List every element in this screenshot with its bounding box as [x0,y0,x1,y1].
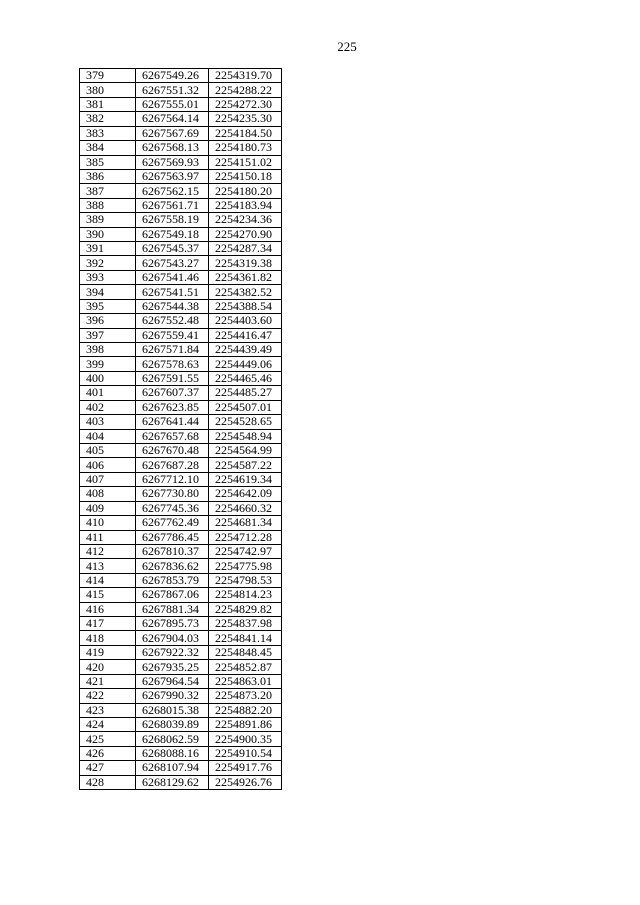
table-row [80,343,282,357]
x-coordinate-cell: 6267810.37 [136,544,209,558]
table-row [80,400,282,414]
point-number-cell: 419 [80,645,136,659]
table-row [80,285,282,299]
y-coordinate-cell: 2254926.76 [209,775,282,789]
point-number-cell: 414 [80,573,136,587]
table-row [80,83,282,97]
point-number-cell: 417 [80,617,136,631]
table-row [80,487,282,501]
table-row [80,530,282,544]
y-coordinate-cell: 2254891.86 [209,717,282,731]
table-row [80,746,282,760]
x-coordinate-cell: 6267670.48 [136,443,209,457]
x-coordinate-cell: 6267568.13 [136,141,209,155]
y-coordinate-cell: 2254837.98 [209,617,282,631]
y-coordinate-cell: 2254712.28 [209,530,282,544]
y-coordinate-cell: 2254900.35 [209,732,282,746]
y-coordinate-cell: 2254288.22 [209,83,282,97]
table-row [80,415,282,429]
x-coordinate-cell: 6267964.54 [136,674,209,688]
y-coordinate-cell: 2254439.49 [209,343,282,357]
x-coordinate-cell: 6267567.69 [136,126,209,140]
y-coordinate-cell: 2254882.20 [209,703,282,717]
page-number: 225 [337,39,357,54]
y-coordinate-cell: 2254287.34 [209,242,282,256]
table-row [80,429,282,443]
x-coordinate-cell: 6267545.37 [136,242,209,256]
x-coordinate-cell: 6267935.25 [136,660,209,674]
table-row [80,660,282,674]
table-row [80,703,282,717]
y-coordinate-cell: 2254151.02 [209,155,282,169]
point-number-cell: 386 [80,169,136,183]
x-coordinate-cell: 6267561.71 [136,198,209,212]
y-coordinate-cell: 2254681.34 [209,516,282,530]
point-number-cell: 383 [80,126,136,140]
table-row [80,458,282,472]
x-coordinate-cell: 6267786.45 [136,530,209,544]
x-coordinate-cell: 6267569.93 [136,155,209,169]
table-row [80,386,282,400]
point-number-cell: 421 [80,674,136,688]
point-number-cell: 426 [80,746,136,760]
y-coordinate-cell: 2254270.90 [209,227,282,241]
point-number-cell: 403 [80,415,136,429]
y-coordinate-cell: 2254619.34 [209,472,282,486]
point-number-cell: 393 [80,270,136,284]
table-row [80,544,282,558]
table-row [80,732,282,746]
point-number-cell: 392 [80,256,136,270]
point-number-cell: 380 [80,83,136,97]
point-number-cell: 382 [80,112,136,126]
y-coordinate-cell: 2254184.50 [209,126,282,140]
table-row [80,169,282,183]
point-number-cell: 395 [80,299,136,313]
point-number-cell: 411 [80,530,136,544]
table-row [80,141,282,155]
table-row [80,97,282,111]
x-coordinate-cell: 6268062.59 [136,732,209,746]
x-coordinate-cell: 6267657.68 [136,429,209,443]
coordinates-table-body [80,69,282,790]
x-coordinate-cell: 6268088.16 [136,746,209,760]
point-number-cell: 425 [80,732,136,746]
x-coordinate-cell: 6267564.14 [136,112,209,126]
x-coordinate-cell: 6267867.06 [136,588,209,602]
table-row [80,501,282,515]
x-coordinate-cell: 6267571.84 [136,343,209,357]
y-coordinate-cell: 2254848.45 [209,645,282,659]
point-number-cell: 379 [80,69,136,83]
point-number-cell: 423 [80,703,136,717]
table-row [80,588,282,602]
point-number-cell: 406 [80,458,136,472]
point-number-cell: 409 [80,501,136,515]
table-row [80,126,282,140]
table-row [80,443,282,457]
y-coordinate-cell: 2254465.46 [209,371,282,385]
y-coordinate-cell: 2254319.38 [209,256,282,270]
table-row [80,573,282,587]
x-coordinate-cell: 6267712.10 [136,472,209,486]
y-coordinate-cell: 2254798.53 [209,573,282,587]
table-row [80,314,282,328]
table-row [80,761,282,775]
table-row [80,617,282,631]
x-coordinate-cell: 6267836.62 [136,559,209,573]
point-number-cell: 413 [80,559,136,573]
point-number-cell: 396 [80,314,136,328]
x-coordinate-cell: 6267762.49 [136,516,209,530]
table-row [80,717,282,731]
y-coordinate-cell: 2254272.30 [209,97,282,111]
x-coordinate-cell: 6267549.26 [136,69,209,83]
table-row [80,472,282,486]
point-number-cell: 420 [80,660,136,674]
x-coordinate-cell: 6267904.03 [136,631,209,645]
x-coordinate-cell: 6267641.44 [136,415,209,429]
table-row [80,69,282,83]
point-number-cell: 427 [80,761,136,775]
x-coordinate-cell: 6267578.63 [136,357,209,371]
x-coordinate-cell: 6267544.38 [136,299,209,313]
y-coordinate-cell: 2254150.18 [209,169,282,183]
y-coordinate-cell: 2254180.73 [209,141,282,155]
point-number-cell: 400 [80,371,136,385]
x-coordinate-cell: 6267881.34 [136,602,209,616]
table-row [80,155,282,169]
y-coordinate-cell: 2254382.52 [209,285,282,299]
y-coordinate-cell: 2254235.30 [209,112,282,126]
table-row [80,256,282,270]
table-row [80,602,282,616]
y-coordinate-cell: 2254564.99 [209,443,282,457]
table-row [80,357,282,371]
table-row [80,184,282,198]
point-number-cell: 381 [80,97,136,111]
table-row [80,645,282,659]
y-coordinate-cell: 2254642.09 [209,487,282,501]
point-number-cell: 397 [80,328,136,342]
coordinates-table [79,68,282,790]
point-number-cell: 416 [80,602,136,616]
x-coordinate-cell: 6267555.01 [136,97,209,111]
point-number-cell: 388 [80,198,136,212]
x-coordinate-cell: 6268039.89 [136,717,209,731]
y-coordinate-cell: 2254910.54 [209,746,282,760]
point-number-cell: 390 [80,227,136,241]
table-row [80,775,282,789]
x-coordinate-cell: 6267558.19 [136,213,209,227]
table-row [80,516,282,530]
y-coordinate-cell: 2254660.32 [209,501,282,515]
point-number-cell: 391 [80,242,136,256]
y-coordinate-cell: 2254873.20 [209,689,282,703]
x-coordinate-cell: 6267563.97 [136,169,209,183]
point-number-cell: 387 [80,184,136,198]
y-coordinate-cell: 2254485.27 [209,386,282,400]
point-number-cell: 422 [80,689,136,703]
x-coordinate-cell: 6267562.15 [136,184,209,198]
point-number-cell: 389 [80,213,136,227]
x-coordinate-cell: 6267922.32 [136,645,209,659]
y-coordinate-cell: 2254852.87 [209,660,282,674]
table-row [80,631,282,645]
x-coordinate-cell: 6268107.94 [136,761,209,775]
table-row [80,112,282,126]
x-coordinate-cell: 6267541.51 [136,285,209,299]
point-number-cell: 405 [80,443,136,457]
x-coordinate-cell: 6267745.36 [136,501,209,515]
y-coordinate-cell: 2254528.65 [209,415,282,429]
x-coordinate-cell: 6267687.28 [136,458,209,472]
point-number-cell: 384 [80,141,136,155]
table-row [80,198,282,212]
x-coordinate-cell: 6267730.80 [136,487,209,501]
x-coordinate-cell: 6267623.85 [136,400,209,414]
point-number-cell: 385 [80,155,136,169]
x-coordinate-cell: 6267853.79 [136,573,209,587]
table-row [80,689,282,703]
x-coordinate-cell: 6267551.32 [136,83,209,97]
y-coordinate-cell: 2254234.36 [209,213,282,227]
point-number-cell: 428 [80,775,136,789]
table-row [80,299,282,313]
point-number-cell: 399 [80,357,136,371]
y-coordinate-cell: 2254416.47 [209,328,282,342]
y-coordinate-cell: 2254863.01 [209,674,282,688]
table-row [80,213,282,227]
point-number-cell: 398 [80,343,136,357]
point-number-cell: 412 [80,544,136,558]
x-coordinate-cell: 6267990.32 [136,689,209,703]
y-coordinate-cell: 2254319.70 [209,69,282,83]
table-row [80,270,282,284]
x-coordinate-cell: 6267541.46 [136,270,209,284]
point-number-cell: 407 [80,472,136,486]
y-coordinate-cell: 2254180.20 [209,184,282,198]
y-coordinate-cell: 2254742.97 [209,544,282,558]
y-coordinate-cell: 2254841.14 [209,631,282,645]
y-coordinate-cell: 2254548.94 [209,429,282,443]
y-coordinate-cell: 2254917.76 [209,761,282,775]
y-coordinate-cell: 2254829.82 [209,602,282,616]
table-row [80,674,282,688]
x-coordinate-cell: 6267591.55 [136,371,209,385]
y-coordinate-cell: 2254388.54 [209,299,282,313]
y-coordinate-cell: 2254449.06 [209,357,282,371]
point-number-cell: 418 [80,631,136,645]
point-number-cell: 404 [80,429,136,443]
x-coordinate-cell: 6267895.73 [136,617,209,631]
x-coordinate-cell: 6267549.18 [136,227,209,241]
table-row [80,328,282,342]
point-number-cell: 424 [80,717,136,731]
point-number-cell: 408 [80,487,136,501]
y-coordinate-cell: 2254775.98 [209,559,282,573]
x-coordinate-cell: 6267607.37 [136,386,209,400]
y-coordinate-cell: 2254587.22 [209,458,282,472]
x-coordinate-cell: 6268129.62 [136,775,209,789]
y-coordinate-cell: 2254403.60 [209,314,282,328]
table-row [80,242,282,256]
table-row [80,227,282,241]
x-coordinate-cell: 6267559.41 [136,328,209,342]
point-number-cell: 401 [80,386,136,400]
x-coordinate-cell: 6267552.48 [136,314,209,328]
point-number-cell: 410 [80,516,136,530]
table-row [80,559,282,573]
x-coordinate-cell: 6268015.38 [136,703,209,717]
point-number-cell: 394 [80,285,136,299]
y-coordinate-cell: 2254183.94 [209,198,282,212]
y-coordinate-cell: 2254814.23 [209,588,282,602]
point-number-cell: 402 [80,400,136,414]
point-number-cell: 415 [80,588,136,602]
y-coordinate-cell: 2254361.82 [209,270,282,284]
y-coordinate-cell: 2254507.01 [209,400,282,414]
table-row [80,371,282,385]
x-coordinate-cell: 6267543.27 [136,256,209,270]
